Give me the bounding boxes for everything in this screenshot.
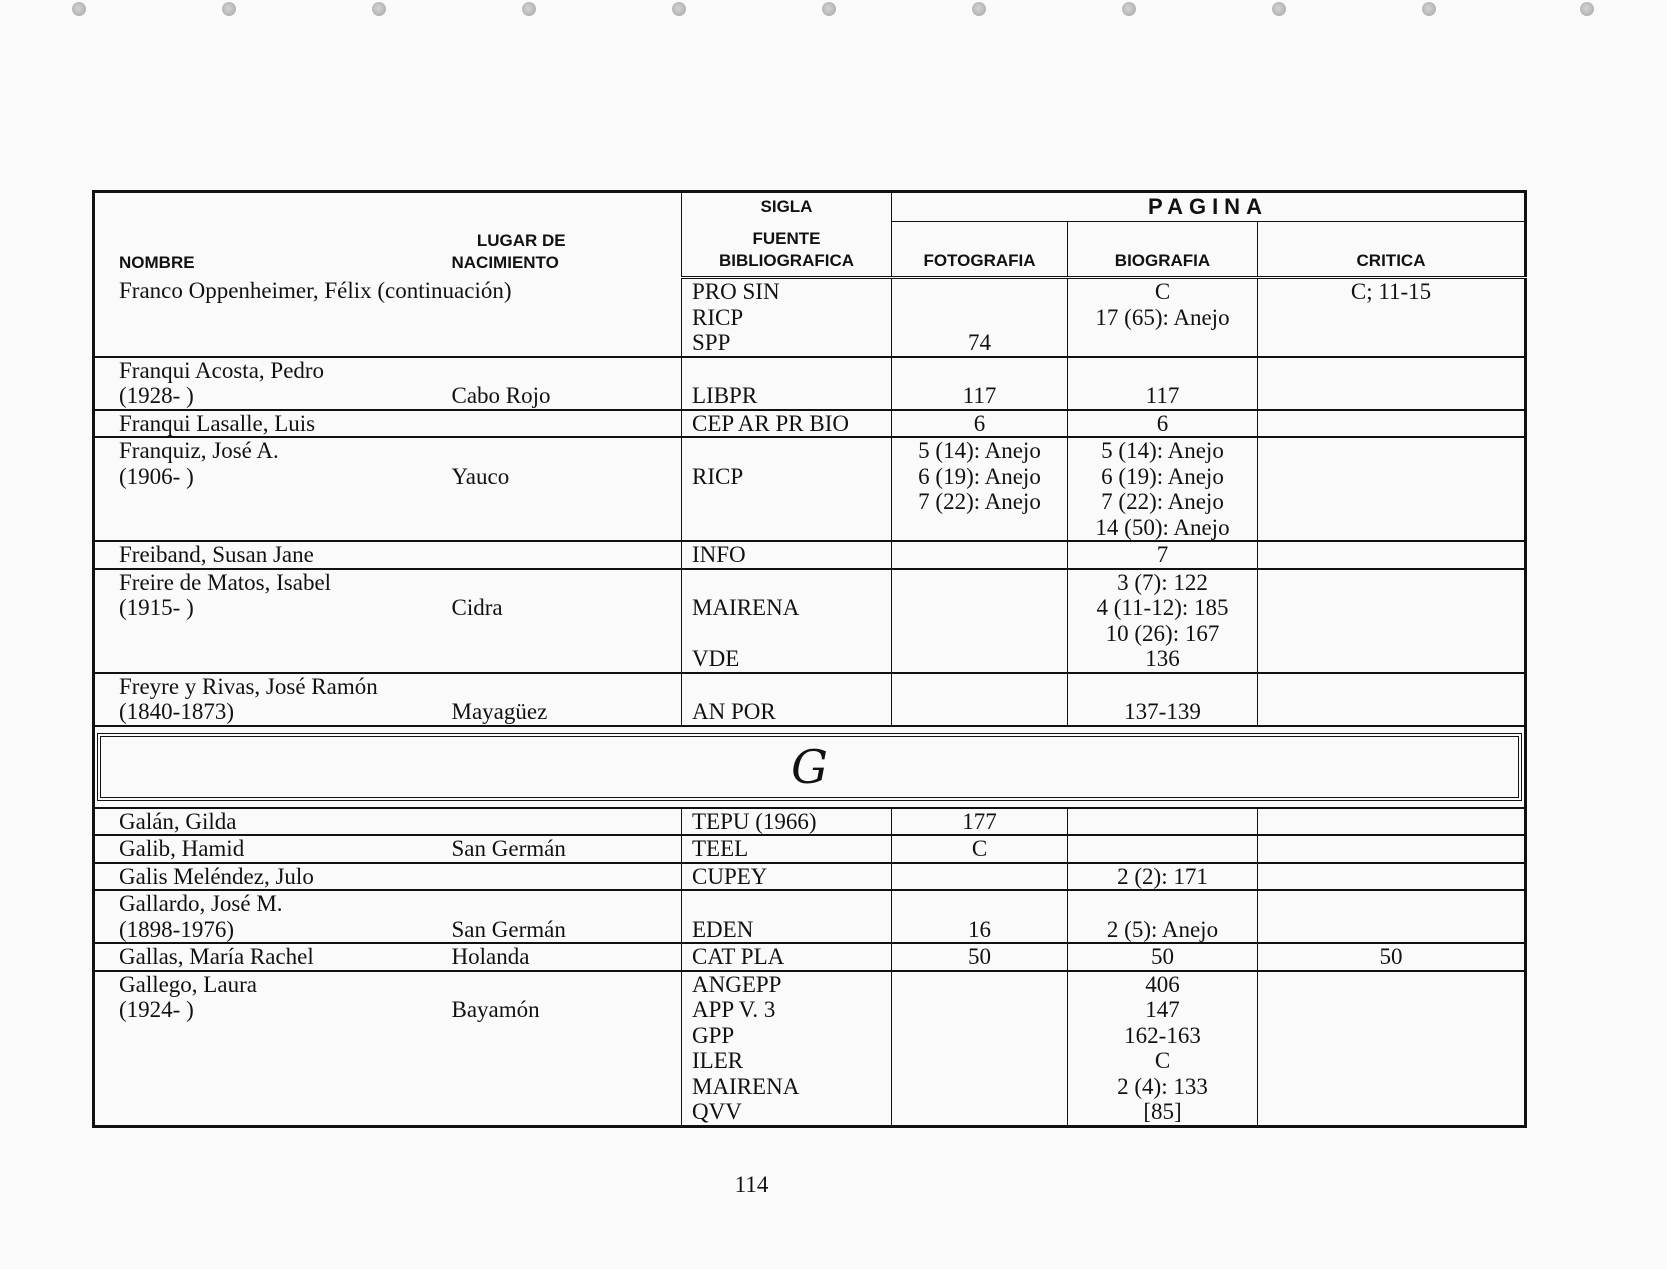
cell-nombre [94,437,452,541]
cell-line [1068,809,1257,835]
binder-hole [1422,2,1436,16]
cell-line: 7 (22): Anejo [1101,489,1224,514]
cell-line: CEP AR PR BIO [692,410,850,436]
cell-line [892,1074,1067,1100]
cell-line [452,1048,682,1074]
cell-bio [1068,437,1258,541]
cell-line [892,305,1067,331]
cell-crit [1258,437,1526,541]
cell-line [119,515,452,541]
cell-sigla [682,357,892,410]
cell-line [452,515,682,541]
header-lugar: LUGAR DE NACIMIENTO [451,230,566,272]
cell-line: 6 [973,410,986,436]
cell-lugar [452,808,682,836]
cell-line [1258,972,1524,998]
cell-nombre [94,541,452,569]
cell-nombre [94,277,512,357]
table-row [94,971,1526,1127]
table-row [94,437,1526,541]
header-biografia: BIOGRAFIA [1068,222,1258,278]
cell-sigla [682,835,892,863]
cell-line: RICP [692,304,744,330]
cell-line [892,891,1067,917]
cell-line [452,891,682,917]
table-row [94,890,1526,943]
cell-line [452,809,682,835]
cell-line [452,674,682,700]
cell-line [1258,997,1524,1023]
cell-line [892,1023,1067,1049]
cell-line [892,570,1067,596]
cell-line [1258,464,1524,490]
cell-line: 10 (26): 167 [1105,620,1220,646]
cell-sigla [682,410,892,438]
header-fotografia: FOTOGRAFIA [892,222,1068,278]
table-row [94,541,1526,569]
cell-line: Gallardo, José M. [119,891,283,916]
cell-line: Cidra [451,595,503,620]
section-letter: G [791,739,828,794]
cell-bio [1068,971,1258,1127]
cell-lugar [452,410,682,438]
cell-nombre [94,943,452,971]
cell-line [119,329,452,355]
cell-line: ILER [692,1048,744,1073]
cell-line [119,1048,452,1074]
cell-line: ANGEPP [692,971,782,997]
cell-line: 50 [1151,944,1174,969]
cell-line: Franquiz, José A. [119,438,279,463]
cell-crit [1258,808,1526,836]
cell-line: SPP [692,330,731,355]
cell-line: Mayagüez [451,699,548,724]
cell-line [692,489,891,515]
header-nombre: NOMBRE [119,252,195,272]
cell-line: TEPU (1966) [692,808,817,834]
cell-line: 162-163 [1124,1022,1201,1048]
cell-line [892,997,1067,1023]
cell-foto [892,971,1068,1127]
cell-line: AN POR [692,699,776,724]
cell-bio [1068,808,1258,836]
binder-hole [672,2,686,16]
cell-line: 50 [1379,944,1403,969]
cell-line: PRO SIN [692,279,780,304]
cell-crit [1258,541,1526,569]
cell-lugar [452,890,682,943]
cell-line: Cabo Rojo [451,383,551,408]
cell-line: INFO [692,542,746,567]
cell-line: CUPEY [692,863,768,889]
cell-lugar [452,569,682,673]
binder-hole [822,2,836,16]
cell-foto [892,890,1068,943]
table-row [94,673,1526,726]
cell-line [452,542,682,568]
cell-line: TEEL [692,836,749,861]
cell-line: QVV [692,1099,742,1124]
entries-f [94,278,1526,726]
cell-line: MAIRENA [692,1073,800,1099]
cell-crit [1258,971,1526,1127]
cell-lugar [452,863,682,891]
cell-line [692,674,891,700]
header-pagina: PAGINA [892,192,1526,222]
cell-line [692,438,891,464]
cell-line [1068,358,1257,384]
cell-lugar [452,835,682,863]
cell-line: 7 [1156,542,1169,567]
cell-line [452,864,682,890]
cell-line: 2 (4): 133 [1117,1073,1208,1099]
cell-line [452,303,682,329]
cell-lugar [452,437,682,541]
page-number: 114 [734,1172,769,1197]
cell-line: C [971,836,988,861]
cell-line: 2 (5): Anejo [1106,916,1219,942]
cell-line: 6 (19): Anejo [1101,463,1224,489]
cell-line: Galib, Hamid [119,836,245,861]
cell-line: 136 [1145,646,1180,671]
cell-foto [892,569,1068,673]
cell-line [692,515,891,541]
cell-bio [1068,673,1258,726]
table-row [94,863,1526,891]
cell-line: (1928- ) [119,383,194,408]
cell-line: 50 [968,944,991,969]
cell-line [119,1023,452,1049]
cell-line: Galis Meléndez, Julo [119,863,314,889]
cell-foto [892,808,1068,836]
cell-crit [1258,278,1526,357]
cell-sigla [682,569,892,673]
cell-line: EDEN [692,916,754,942]
cell-line [1258,1048,1524,1074]
cell-line [1258,358,1524,384]
binder-hole [972,2,986,16]
cell-line [1258,836,1524,862]
cell-bio [1068,863,1258,891]
cell-line: 17 (65): Anejo [1095,304,1230,330]
cell-line [892,1099,1067,1125]
cell-sigla [682,863,892,891]
cell-lugar [452,541,682,569]
cell-line: GPP [692,1022,735,1048]
cell-line [452,1023,682,1049]
cell-line: Gallego, Laura [119,971,257,997]
cell-line: 2 (2): 171 [1117,863,1208,889]
bibliography-table-container [92,190,1524,1128]
cell-line [892,358,1067,384]
cell-line [892,515,1067,541]
cell-line [452,1099,682,1125]
cell-line [1258,542,1524,568]
cell-nombre [94,569,452,673]
cell-line [1068,891,1257,917]
cell-line [892,1048,1067,1074]
cell-lugar [452,971,682,1127]
cell-crit [1258,890,1526,943]
cell-line [119,621,452,647]
cell-line [1258,515,1524,541]
cell-sigla [682,890,892,943]
binder-hole [1122,2,1136,16]
cell-line [1258,864,1524,890]
cell-line [1258,305,1524,331]
cell-line [452,621,682,647]
cell-line: Franco Oppenheimer, Félix (continuación) [119,277,512,303]
cell-line [1068,674,1257,700]
cell-foto [892,863,1068,891]
cell-sigla [682,971,892,1127]
cell-foto [892,673,1068,726]
binder-hole [1272,2,1286,16]
cell-line [892,646,1067,672]
binder-hole [72,2,86,16]
cell-line [119,1099,452,1125]
cell-line: (1840-1873) [119,699,234,724]
cell-line: [85] [1143,1099,1182,1124]
cell-line [1258,1099,1524,1125]
cell-line [1258,621,1524,647]
cell-nombre [94,863,452,891]
cell-sigla [682,808,892,836]
cell-line [892,972,1067,998]
cell-bio [1068,357,1258,410]
section-separator-g [94,726,1526,808]
cell-line [892,542,1067,568]
cell-line: (1906- ) [119,463,194,489]
cell-bio [1068,569,1258,673]
cell-line [119,646,452,672]
cell-crit [1258,357,1526,410]
cell-line [452,570,682,596]
cell-line [1258,1023,1524,1049]
cell-line: Bayamón [451,997,540,1022]
cell-line [1258,595,1524,621]
cell-nombre [94,410,452,438]
cell-line: Holanda [451,944,530,969]
cell-line [452,1074,682,1100]
cell-line: Galán, Gilda [119,808,237,834]
entries-g [94,808,1526,1127]
cell-bio [1068,541,1258,569]
cell-line [892,595,1067,621]
cell-nombre [94,673,452,726]
cell-lugar [452,673,682,726]
cell-line: 16 [968,916,991,942]
cell-bio [1068,278,1258,357]
cell-line [692,621,891,647]
cell-crit [1258,863,1526,891]
cell-line: 14 (50): Anejo [1095,514,1230,540]
header-sigla: SIGLA [682,192,892,222]
cell-nombre [94,835,452,863]
cell-bio [1068,943,1258,971]
cell-line [892,864,1067,890]
cell-line [1258,699,1524,725]
cell-line [892,699,1067,725]
cell-foto [892,410,1068,438]
cell-line [452,411,682,437]
cell-line: 117 [962,383,997,408]
cell-line [119,489,452,515]
cell-line [119,303,452,329]
cell-line: VDE [692,646,740,671]
cell-foto [892,943,1068,971]
cell-line: Freire de Matos, Isabel [119,569,332,595]
cell-line: 5 (14): Anejo [1101,438,1224,463]
cell-crit [1258,943,1526,971]
cell-line [892,674,1067,700]
cell-crit [1258,673,1526,726]
cell-line [452,438,682,464]
cell-line [452,489,682,515]
cell-lugar [452,357,682,410]
cell-nombre [94,971,452,1127]
cell-sigla [682,278,892,357]
cell-line: C [1154,279,1171,304]
cell-crit [1258,410,1526,438]
binder-hole [222,2,236,16]
cell-sigla [682,943,892,971]
cell-foto [892,437,1068,541]
cell-line [1258,646,1524,672]
cell-line [1258,1074,1524,1100]
cell-line [1068,330,1257,356]
cell-line: C [1154,1048,1171,1073]
cell-line: RICP [692,463,744,489]
cell-line [1258,383,1524,409]
header-critica: CRITICA [1258,222,1526,278]
cell-line [692,358,891,384]
cell-line [1258,438,1524,464]
cell-line: Franqui Lasalle, Luis [119,410,316,436]
cell-line: 147 [1145,997,1180,1022]
cell-line [1258,489,1524,515]
cell-foto [892,835,1068,863]
cell-line [1068,836,1257,862]
cell-foto [892,541,1068,569]
cell-nombre [94,890,452,943]
cell-line: CAT PLA [692,944,785,969]
cell-line [452,646,682,672]
cell-line: Yauco [451,463,510,489]
table-row [94,278,1526,357]
cell-line [1258,809,1524,835]
binder-hole [1580,2,1594,16]
cell-line: 4 (11-12): 185 [1096,595,1229,620]
cell-sigla [682,673,892,726]
cell-line: Freyre y Rivas, José Ramón [119,673,378,699]
cell-crit [1258,569,1526,673]
cell-sigla [682,437,892,541]
cell-line [1258,330,1524,356]
table-row [94,943,1526,971]
cell-line: 5 (14): Anejo [918,438,1041,463]
cell-bio [1068,410,1258,438]
cell-line: (1898-1976) [119,916,234,942]
header-fuente-bibliografica: FUENTE BIBLIOGRAFICA [682,222,892,278]
cell-foto [892,278,1068,357]
cell-line: (1924- ) [119,997,194,1022]
cell-line: 3 (7): 122 [1117,569,1208,595]
cell-line: C; 11-15 [1350,279,1432,304]
cell-line: San Germán [451,836,566,861]
cell-line [692,570,891,596]
cell-line: APP V. 3 [692,997,776,1022]
cell-line [119,1074,452,1100]
cell-line: Gallas, María Rachel [119,944,314,969]
cell-line: 6 (19): Anejo [918,463,1041,489]
cell-line: 74 [968,330,991,355]
table-row [94,808,1526,836]
table-row [94,569,1526,673]
cell-line [892,621,1067,647]
bibliography-table [92,190,1527,1128]
table-row [94,410,1526,438]
cell-line [1258,411,1524,437]
cell-line [892,279,1067,305]
cell-line [452,972,682,998]
cell-line: 137-139 [1124,699,1201,724]
cell-line: 177 [962,808,997,834]
cell-bio [1068,835,1258,863]
cell-line: 406 [1145,971,1180,997]
cell-line: (1915- ) [119,595,194,620]
cell-line [692,891,891,917]
cell-crit [1258,835,1526,863]
cell-sigla [682,541,892,569]
cell-line: LIBPR [692,383,758,408]
cell-line [1258,891,1524,917]
cell-bio [1068,890,1258,943]
table-row [94,835,1526,863]
binder-hole [522,2,536,16]
cell-line: Franqui Acosta, Pedro [119,357,325,383]
cell-line: MAIRENA [692,595,800,620]
cell-line: Freiband, Susan Jane [119,542,314,567]
binder-holes [0,0,1667,20]
cell-line [452,329,682,355]
cell-line: San Germán [451,916,566,942]
cell-lugar [452,943,682,971]
cell-nombre [94,357,452,410]
cell-line [452,358,682,384]
cell-line: 117 [1145,383,1180,408]
cell-line [1258,570,1524,596]
cell-line [1258,674,1524,700]
table-row [94,357,1526,410]
cell-line: 7 (22): Anejo [918,489,1041,514]
cell-nombre [94,808,452,836]
cell-foto [892,357,1068,410]
cell-line [1258,917,1524,943]
cell-line: 6 [1156,410,1169,436]
binder-hole [372,2,386,16]
